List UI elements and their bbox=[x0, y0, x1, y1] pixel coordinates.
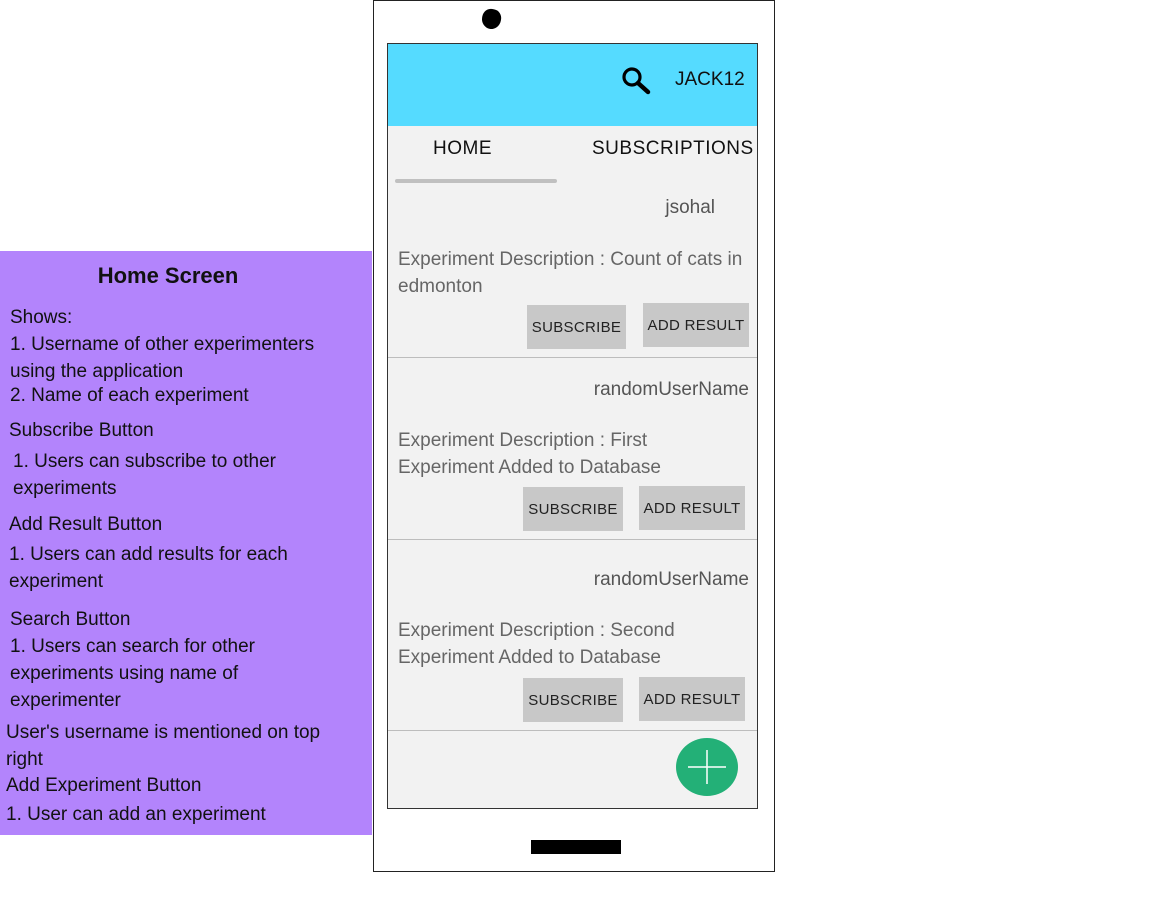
annotation-panel bbox=[0, 251, 372, 835]
search-icon[interactable] bbox=[621, 66, 651, 96]
add-result-button[interactable]: ADD RESULT bbox=[639, 486, 745, 530]
app-screen bbox=[387, 43, 758, 809]
experiment-description: Experiment Description : Count of cats in edmonton bbox=[398, 249, 743, 297]
experiment-description: Experiment Description : First Experiment Added to Database bbox=[398, 430, 662, 478]
experiment-card bbox=[388, 540, 757, 731]
experiment-card bbox=[388, 176, 757, 358]
annotation-line: 1. Users can search for other bbox=[10, 636, 255, 657]
annotation-line: experiment bbox=[9, 571, 103, 592]
experiment-author: jsohal bbox=[665, 197, 715, 218]
app-bar bbox=[388, 44, 757, 126]
add-result-button[interactable]: ADD RESULT bbox=[643, 303, 749, 347]
annotation-line: Subscribe Button bbox=[9, 420, 154, 441]
plus-icon bbox=[676, 738, 738, 796]
add-experiment-button[interactable] bbox=[676, 738, 738, 796]
annotation-line: 1. Users can subscribe to other bbox=[13, 451, 276, 472]
subscribe-button[interactable]: SUBSCRIBE bbox=[523, 678, 623, 722]
subscribe-button[interactable]: SUBSCRIBE bbox=[523, 487, 623, 531]
add-result-button[interactable]: ADD RESULT bbox=[639, 677, 745, 721]
annotation-line: experiments bbox=[13, 478, 117, 499]
experiment-card bbox=[388, 358, 757, 540]
annotation-line: Add Result Button bbox=[9, 514, 163, 535]
annotation-line: 1. Username of other experimenters bbox=[10, 334, 315, 355]
home-bar[interactable] bbox=[531, 840, 621, 854]
annotation-line: User's username is mentioned on top bbox=[6, 722, 321, 743]
annotation-line: using the application bbox=[10, 361, 184, 382]
current-username: JACK12 bbox=[675, 69, 745, 90]
annotation-line: Search Button bbox=[10, 609, 131, 630]
annotation-line: 2. Name of each experiment bbox=[10, 385, 249, 406]
tab-home[interactable]: HOME bbox=[433, 138, 492, 159]
annotation-line: Shows: bbox=[10, 307, 73, 328]
annotation-line: 1. Users can add results for each bbox=[9, 544, 288, 565]
tab-subscriptions[interactable]: SUBSCRIPTIONS bbox=[592, 138, 754, 159]
annotation-line: Add Experiment Button bbox=[6, 775, 202, 796]
annotation-line: right bbox=[6, 749, 43, 770]
experiment-description: Experiment Description : Second Experiment Added to Database bbox=[398, 620, 675, 668]
annotation-title: Home Screen bbox=[97, 263, 239, 288]
subscribe-button[interactable]: SUBSCRIBE bbox=[527, 305, 626, 349]
annotation-line: experiments using name of bbox=[10, 663, 239, 684]
annotation-line: 1. User can add an experiment bbox=[6, 804, 266, 825]
experiment-author: randomUserName bbox=[593, 569, 749, 590]
experiment-author: randomUserName bbox=[593, 379, 749, 400]
annotation-line: experimenter bbox=[10, 690, 121, 711]
